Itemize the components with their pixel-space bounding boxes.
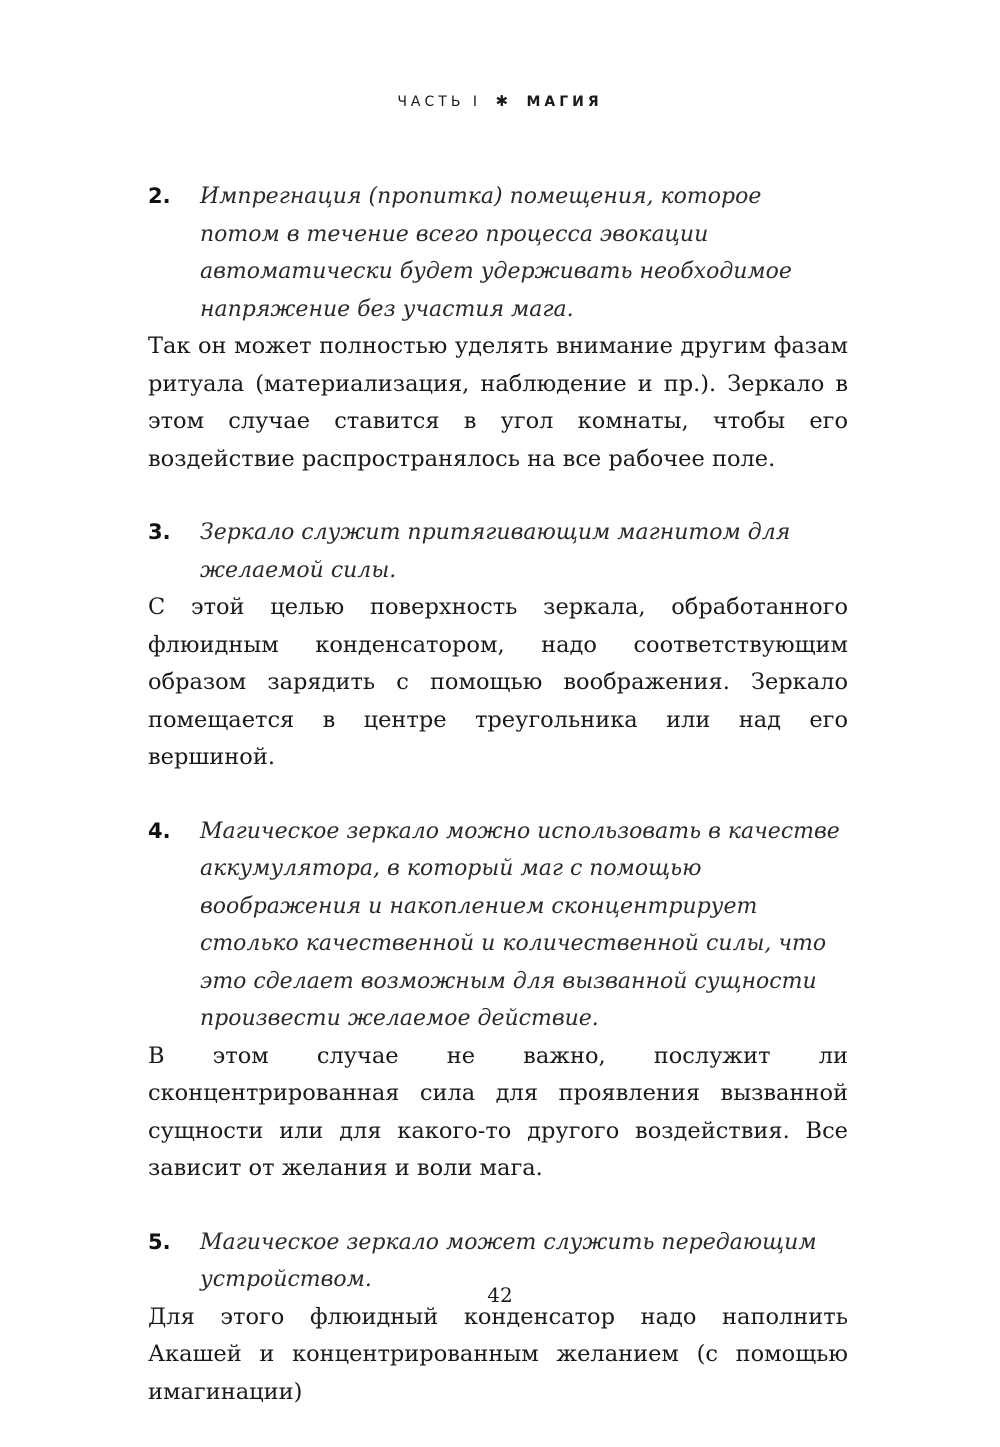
list-item: [148, 178, 848, 478]
item-lead-text: Магическое зеркало может служить передающим устройством.: [200, 1229, 817, 1292]
item-body: В этом случае не важно, послужит ли сконцентрированная сила для проявления вызванной сущности или для какого-то другого воздействия. Все зависит от желания и воли мага.: [148, 1042, 848, 1181]
header-separator-icon: ✱: [495, 92, 513, 110]
list-item: [148, 1224, 848, 1412]
header-part: ЧАСТЬ I: [397, 94, 481, 110]
page-number: 42: [487, 1283, 513, 1307]
item-body: С этой целью поверхность зеркала, обработанного флюидным конденсатором, надо соответствующим образом зарядить с помощью воображения. Зеркало помещается в центре треугольника или над его вершиной.: [148, 594, 848, 770]
item-number: 2.: [148, 184, 171, 208]
item-number: 4.: [148, 818, 171, 843]
item-lead-text: Зеркало служит притягивающим магнитом для желаемой силы.: [200, 520, 791, 583]
item-lead-text: Магическое зеркало можно использовать в качестве аккумулятора, в который маг с помощью воображения и накоплением сконцентрирует столько качественной и количественной силы, что это сделает возможным для вызванной сущности произвести желаемое действие.: [200, 818, 840, 1031]
item-lead: [148, 813, 848, 1038]
running-header: [0, 92, 1000, 110]
item-lead: [148, 178, 848, 328]
item-number: 5.: [148, 1229, 171, 1254]
list-item: [148, 514, 848, 777]
item-body: Так он может полностью уделять внимание другим фазам ритуала (материализация, наблюдение и пр.). Зеркало в этом случае ставится в угол комнаты, чтобы его воздействие распространялось на все рабочее поле.: [148, 333, 848, 472]
header-chapter: МАГИЯ: [526, 94, 603, 110]
list-item: [148, 813, 848, 1188]
item-number: 3.: [148, 520, 171, 544]
item-body: Для этого флюидный конденсатор надо наполнить Акашей и концентрированным желанием (с помощью имагинации): [148, 1303, 848, 1405]
page-content: [148, 178, 848, 1447]
item-lead: [148, 514, 848, 589]
item-lead-text: Импрегнация (пропитка) помещения, которое потом в течение всего процесса эвокации автоматически будет удерживать необходимое напряжение без участия мага.: [200, 184, 792, 322]
